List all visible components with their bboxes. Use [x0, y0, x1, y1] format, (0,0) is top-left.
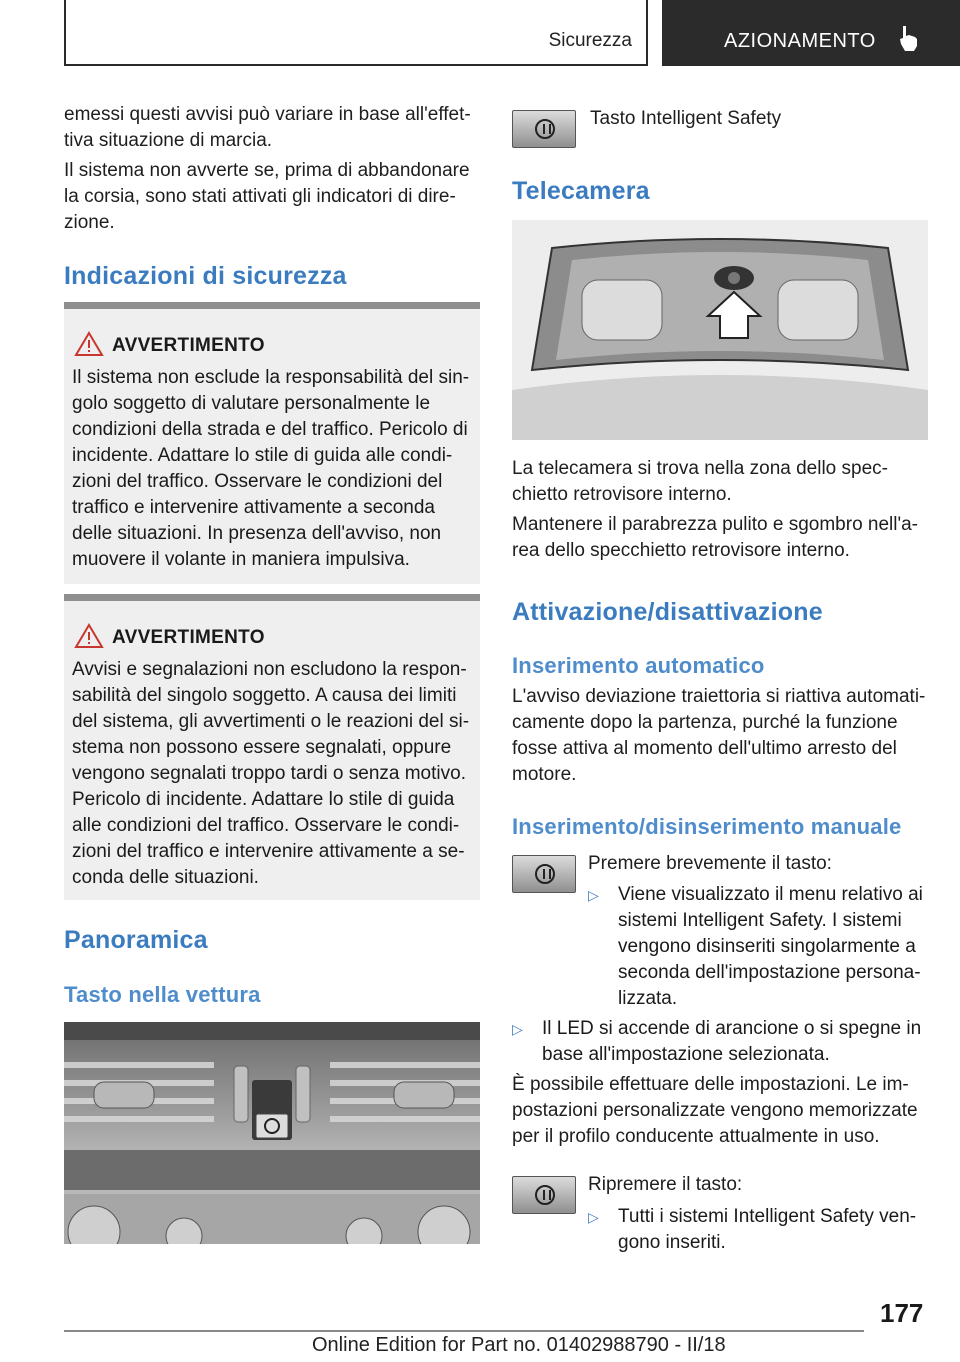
bullet-text-2: Il LED si accende di arancione o si spegne in base all'impostazione selezionata. [542, 1018, 922, 1065]
triangle-bullet-icon: ▷ [588, 1209, 599, 1225]
manual-heading: Inserimento/disinserimento manuale [512, 814, 902, 839]
settings-paragraph: È possibile effettuare delle impostazioni. Le im-postazioni personalizzate vengono memorizzate per il profilo conducente attualmente in uso. [512, 1074, 918, 1147]
warning-text-1: Il sistema non esclude la responsabilità del sin-golo soggetto di valutare personalmente le condizioni della strada e del traffico. Pericolo di incidente. Adattare lo stile di guida alle condi-zioni del traffico. Osservare le condizioni del traffico e intervenire attivamente a seconda delle situazioni. In presenza dell'avviso, non muovere il volante in maniera impulsiva. [72, 367, 470, 570]
footer-divider [64, 1330, 864, 1332]
header-chapter-tab [662, 0, 960, 66]
warning-triangle-icon [74, 623, 104, 649]
warning-box-2 [64, 594, 480, 900]
bullet-text-1: Viene visualizzato il menu relativo ai sistemi Intelligent Safety. I sistemi vengono disinseriti singolarmente a seconda dell'impostazione persona-lizzata. [618, 884, 923, 1009]
chapter-title: AZIONAMENTO [724, 30, 876, 52]
intro-paragraph-2: Il sistema non avverte se, prima di abbandonare la corsia, sono stati attivati gli indicatori di dire-zione. [64, 160, 470, 233]
dashboard-button-photo [64, 1022, 480, 1244]
overview-heading: Panoramica [64, 926, 208, 954]
button-heading: Tasto nella vettura [64, 982, 261, 1007]
button-caption: Tasto Intelligent Safety [590, 108, 782, 129]
auto-paragraph: L'avviso deviazione traiettoria si riattiva automati-camente dopo la partenza, purché la funzione fosse attiva al momento dell'ultimo arresto del motore. [512, 686, 926, 785]
pointing-hand-icon [898, 24, 920, 52]
warning-title-1: AVVERTIMENTO [112, 335, 265, 356]
section-title: Sicurezza [548, 30, 632, 51]
warning-title-2: AVVERTIMENTO [112, 627, 265, 648]
auto-heading: Inserimento automatico [512, 653, 765, 678]
camera-photo [512, 220, 928, 440]
repress-caption: Ripremere il tasto: [588, 1174, 743, 1195]
camera-paragraph-2: Mantenere il parabrezza pulito e sgombro nell'a-rea dello specchietto retrovisore interno. [512, 514, 919, 561]
activation-heading: Attivazione/disattivazione [512, 598, 823, 626]
footer-edition: Online Edition for Part no. 01402988790 - II/18 [312, 1334, 726, 1356]
warning-text-2: Avvisi e segnalazioni non escludono la respon-sabilità del singolo soggetto. A causa dei limiti del sistema, gli avvertimenti o le reazioni del si-stema non possono essere segnalati, oppure vengono segnalati troppo tardi o senza motivo. Pericolo di incidente. Adattare lo stile di guida alle condizioni del traffico. Osservare le condi-zioni del traffico e intervenire attivamente a se-conda delle situazioni. [72, 659, 470, 888]
intelligent-safety-button-icon [512, 1176, 576, 1214]
header-section-tab [64, 0, 648, 66]
camera-paragraph-1: La telecamera si trova nella zona dello spec-chietto retrovisore interno. [512, 458, 888, 505]
safety-heading: Indicazioni di sicurezza [64, 262, 347, 290]
page-number: 177 [880, 1298, 924, 1328]
triangle-bullet-icon: ▷ [588, 887, 599, 903]
press-caption: Premere brevemente il tasto: [588, 853, 832, 874]
warning-box-1 [64, 302, 480, 584]
intro-paragraph-1: emessi questi avvisi può variare in base all'effet-tiva situazione di marcia. [64, 104, 471, 151]
intelligent-safety-button-icon [512, 855, 576, 893]
intelligent-safety-button-icon [512, 110, 576, 148]
camera-heading: Telecamera [512, 177, 650, 205]
bullet-text-3: Tutti i sistemi Intelligent Safety ven-gono inseriti. [618, 1206, 917, 1253]
warning-triangle-icon [74, 331, 104, 357]
triangle-bullet-icon: ▷ [512, 1021, 523, 1037]
